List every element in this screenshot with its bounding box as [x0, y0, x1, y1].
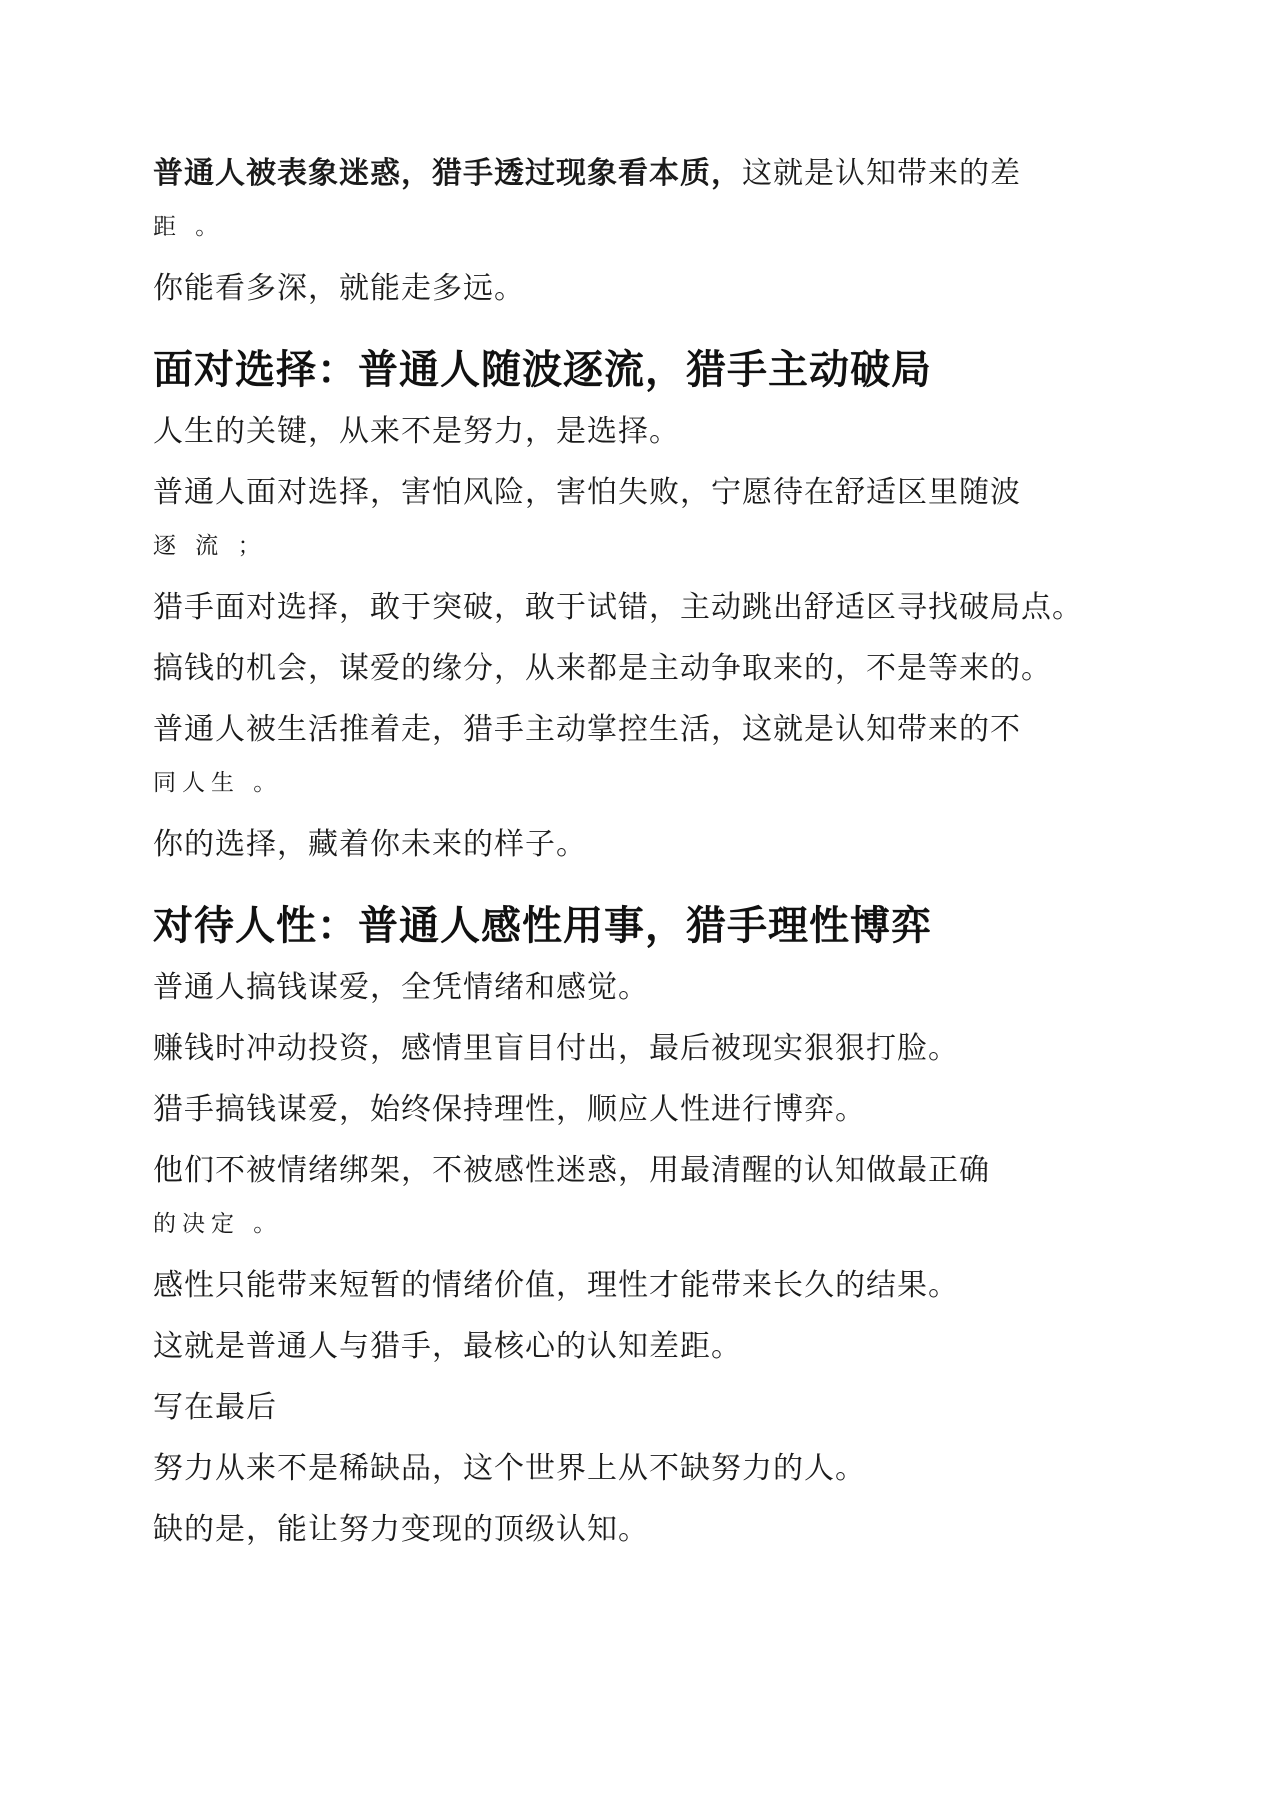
nature-paragraph-4-tail: 的决定 。 — [153, 1211, 283, 1237]
nature-paragraph-4-text: 他们不被情绪绑架，不被感性迷惑，用最清醒的认知做最正确 — [153, 1153, 990, 1188]
choice-paragraph-4: 搞钱的机会，谋爱的缘分，从来都是主动争取来的，不是等来的。 — [153, 651, 1052, 686]
intro-paragraph-2: 你能看多深，就能走多远。 — [153, 271, 525, 306]
choice-paragraph-2-text: 普通人面对选择，害怕风险，害怕失败，宁愿待在舒适区里随波 — [153, 475, 1021, 510]
nature-paragraph-2: 赚钱时冲动投资，感情里盲目付出，最后被现实狠狠打脸。 — [153, 1031, 959, 1066]
choice-paragraph-3: 猎手面对选择，敢于突破，敢于试错，主动跳出舒适区寻找破局点。 — [153, 590, 1083, 625]
choice-paragraph-1: 人生的关键，从来不是努力，是选择。 — [153, 414, 680, 449]
nature-paragraph-1: 普通人搞钱谋爱，全凭情绪和感觉。 — [153, 970, 649, 1005]
article-body — [153, 148, 1113, 1565]
intro-bold-text: 普通人被表象迷惑，猎手透过现象看本质， — [153, 156, 742, 191]
choice-paragraph-5-tail: 同人生 。 — [153, 770, 283, 796]
nature-paragraph-6: 这就是普通人与猎手，最核心的认知差距。 — [153, 1329, 742, 1364]
section-heading-human-nature: 对待人性：普通人感性用事，猎手理性博弈 — [153, 903, 932, 949]
choice-paragraph-6: 你的选择，藏着你未来的样子。 — [153, 827, 587, 862]
choice-paragraph-2-tail: 逐 流 ； — [153, 533, 267, 559]
nature-paragraph-5: 感性只能带来短暂的情绪价值，理性才能带来长久的结果。 — [153, 1268, 959, 1303]
choice-paragraph-5-text: 普通人被生活推着走，猎手主动掌控生活，这就是认知带来的不 — [153, 712, 1021, 747]
nature-paragraph-4 — [153, 1145, 1113, 1250]
closing-paragraph-2: 缺的是，能让努力变现的顶级认知。 — [153, 1512, 649, 1547]
choice-paragraph-5 — [153, 704, 1113, 809]
closing-label: 写在最后 — [153, 1390, 277, 1425]
choice-paragraph-2 — [153, 467, 1113, 572]
closing-paragraph-1: 努力从来不是稀缺品，这个世界上从不缺努力的人。 — [153, 1451, 866, 1486]
intro-text: 这就是认知带来的差 — [742, 156, 1021, 191]
intro-paragraph-1 — [153, 148, 1113, 253]
section-heading-choice: 面对选择：普通人随波逐流，猎手主动破局 — [153, 347, 932, 393]
intro-text-tail: 距 。 — [153, 214, 225, 240]
nature-paragraph-3: 猎手搞钱谋爱，始终保持理性，顺应人性进行博弈。 — [153, 1092, 866, 1127]
